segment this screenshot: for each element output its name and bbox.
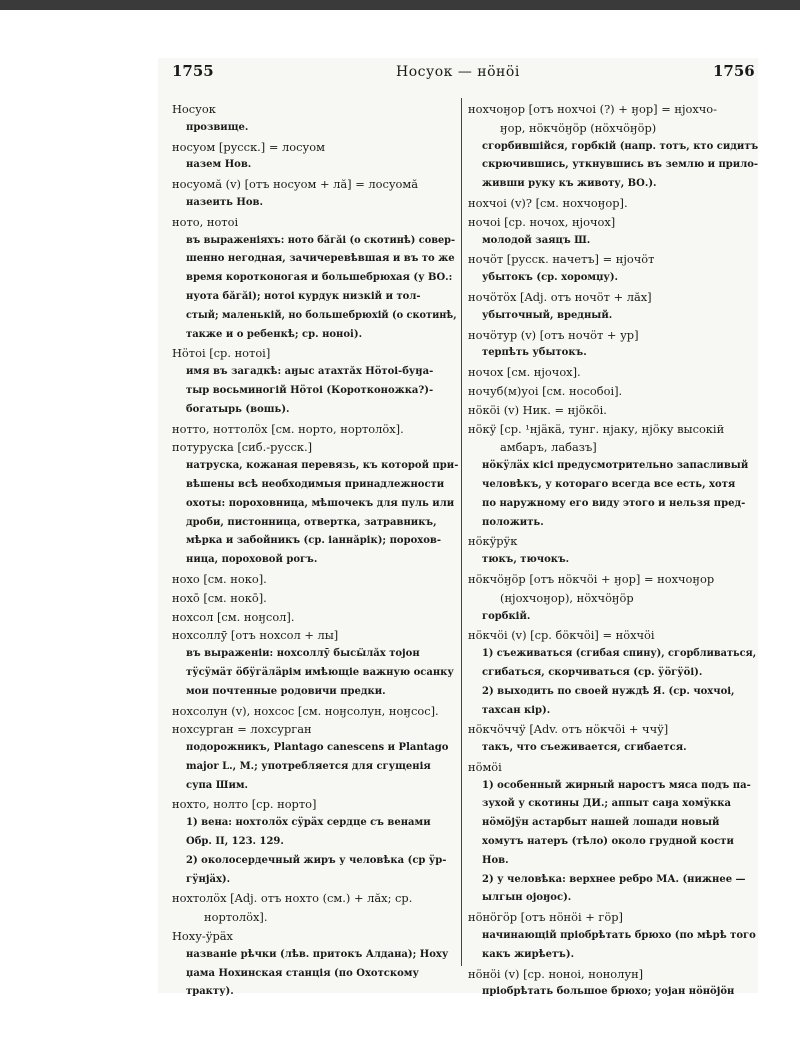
entry-text-line: ница, пороховой рогъ. xyxy=(186,554,318,566)
entry-text-line: 1) особенный жирный наростъ мяса подъ па- xyxy=(482,779,751,791)
entry-text-line: 2) у человѣка: верхнее ребро МА. (нижнее — xyxy=(482,873,746,885)
entry-text-line: названіе рѣчки (лѣв. притокъ Алдана); Ноху xyxy=(186,948,449,960)
entry-text-line: убыточный, вредный. xyxy=(482,309,613,321)
entry-headword-line: ночӧтур (v) [отъ ночӧт + ур] xyxy=(468,327,639,342)
entry-text-line: major L., М.; употребляется для сгущенія xyxy=(186,760,431,772)
entry-headword-line: нӧкӱрӱк xyxy=(468,534,518,549)
entry-text-line: нортолӧх]. xyxy=(204,910,268,925)
entry-headword-line: нӧнӧгӧр [отъ нӧнӧі + гӧр] xyxy=(468,910,623,925)
entry-text-line: тӱсӱмӓт ӧбӱгӓлӓрім имѣющіе важную осанку xyxy=(186,666,454,678)
entry-text-line: хомутъ натеръ (тѣло) около грудной кости xyxy=(482,836,734,848)
entry-text-line: прозвище. xyxy=(186,121,249,133)
entry-text-line: тахсан кір). xyxy=(482,704,551,716)
entry-text-line: положить. xyxy=(482,516,544,528)
entry-headword-line: носуом [русск.] = лосуом xyxy=(172,139,325,154)
entry-text-line: скрючившись, уткнувшись въ землю и прило- xyxy=(482,159,759,171)
entry-headword-line: носуомӑ (v) [отъ носуом + лӑ] = лосуомӑ xyxy=(172,177,419,192)
entry-headword-line: ночӧтӧх [Adj. отъ ночӧт + лӑх] xyxy=(468,289,652,304)
entry-headword-line: нӧкчӧі (v) [ср. бӧкчӧі] = нӧхчӧі xyxy=(468,628,655,643)
entry-text-line: 2) выходить по своей нуждѣ Я. (ср. чохчоі, xyxy=(482,685,735,697)
entry-text-line: въ выраженіяхъ: ното бӑгӑі (о скотинѣ) совер- xyxy=(186,234,456,246)
entry-headword-line: ночуб(м)уоі [см. нособоі]. xyxy=(468,383,623,398)
entry-text-line: сгорбившійся, горбкій (напр. тотъ, кто сидитъ xyxy=(482,140,759,152)
entry-headword-line: нохо [см. ноко]. xyxy=(172,571,267,586)
entry-text-line: назеить Нов. xyxy=(186,196,263,208)
entry-text-line: супа Шим. xyxy=(186,779,249,791)
entry-headword-line: ночӧт [русск. начетъ] = нјочӧт xyxy=(468,252,655,267)
entry-text-line: такъ, что съеживается, сгибается. xyxy=(482,742,687,754)
entry-headword-line: нӧкчӧӈӧр [отъ нӧкчӧі + ӈор] = нохчоӈор xyxy=(468,571,715,586)
entry-text-line: тыр восьминогій Нӧтоі (Коротконожка?)- xyxy=(186,384,434,396)
entry-headword-line: Ноху-ӱрӓх xyxy=(172,929,233,944)
entry-headword-line: ночох [см. нјочох]. xyxy=(468,365,581,380)
right-page-number: 1756 xyxy=(713,62,755,80)
entry-text-line: вѣшены всѣ необходимыя принадлежности xyxy=(186,478,445,490)
right-column xyxy=(468,100,758,1002)
entry-text-line: ӈор, нӧкчӧӈӧр (нӧхчӧӈӧр) xyxy=(500,120,657,135)
entry-text-line: также и о ребенкѣ; ср. нонoi). xyxy=(186,328,363,340)
entry-text-line: 2) околосердечный жиръ у человѣка (ср ӱр- xyxy=(186,854,447,866)
entry-headword-line: нохсолун (v), нохсос [см. ноӈсолун, ноӈсос]. xyxy=(172,703,439,718)
entry-text-line: нӧмӧјӱн астарбыт нашей лошади новый xyxy=(482,817,720,829)
entry-headword-line: нохчоӈор [отъ нохчоі (?) + ӈор] = нјохчо- xyxy=(468,102,718,116)
entry-text-line: въ выраженіи: нохсоллӯ бысӹлӑх тојон xyxy=(186,648,420,660)
entry-text-line: убытокъ (ср. хоромџу). xyxy=(482,272,619,284)
entry-headword-line: нохчоі (v)? [см. нохчоӈор]. xyxy=(468,195,628,210)
left-column xyxy=(172,100,460,1002)
entry-headword-line: Нӧтоі [ср. нотоі] xyxy=(172,346,271,361)
entry-text-line: Обр. II, 123. 129. xyxy=(186,836,284,848)
entry-headword-line: нӧкӱ [ср. ¹нјӓкӓ, тунг. нјаку, нјӧку высокій xyxy=(468,421,725,436)
entry-text-line: шенно негодная, зачичеревѣвшая и въ то же xyxy=(186,253,455,265)
entry-text-line: горбкій. xyxy=(482,610,531,622)
entry-text-line: молодой заяцъ Ш. xyxy=(482,234,591,246)
entry-text-line: терпѣть убытокъ. xyxy=(482,347,587,359)
entry-headword-line: нохсол [см. ноӈсол]. xyxy=(172,609,295,624)
entry-text-line: начинающій пріобрѣтать брюхо (по мѣрѣ того xyxy=(482,930,756,942)
entry-text-line: живши руку къ животу, ВО.). xyxy=(482,178,657,190)
entry-headword-line: нӧнӧі (v) [ср. ноноі, нонолун] xyxy=(468,966,644,981)
entry-text-line: натруска, кожаная перевязь, къ которой при- xyxy=(186,460,459,472)
entry-text-line: имя въ загадкѣ: аӈыс атахтӑх Нӧтоі-буӈа- xyxy=(186,366,434,378)
entry-text-line: гӱнјӓх). xyxy=(186,873,231,885)
entry-text-line: богатырь (вошь). xyxy=(186,403,290,415)
entry-headword-line: ното, нотоі xyxy=(172,214,239,229)
entry-headword-line: нӧмӧі xyxy=(468,759,502,774)
entry-text-line: назем Нов. xyxy=(186,159,252,171)
entry-text-line: Нов. xyxy=(482,854,509,866)
entry-text-line: 1) вена: нохтолӧх сӱрӓх сердце съ венами xyxy=(186,817,431,829)
left-page-number: 1755 xyxy=(172,62,214,80)
entry-headword-line: нохто, нолто [ср. норто] xyxy=(172,797,317,812)
entry-headword-line: нӧкчӧччӱ [Adv. отъ нӧкчӧі + ччӱ] xyxy=(468,722,669,737)
running-title: Носуок — нӧнӧі xyxy=(396,64,520,80)
entry-headword-line: потуруска [сиб.-русск.] xyxy=(172,440,313,455)
entry-text-line: человѣкъ, у котораго всегда все есть, хотя xyxy=(482,478,736,490)
entry-headword-line: нохсурган = лохсурган xyxy=(172,722,312,737)
entry-headword-line: Носуок xyxy=(172,102,216,116)
entry-headword-line: нӧкӧі (v) Ник. = нјӧкӧі. xyxy=(468,402,607,417)
entry-text-line: тракту). xyxy=(186,986,234,998)
entry-headword-line: нохтолӧх [Adj. отъ нохто (см.) + лӑх; ср. xyxy=(172,891,413,906)
entry-text-line: время коротконогая и большебрюхая (у ВО.: xyxy=(186,272,453,284)
entry-text-line: (нјохчоӈор), нӧхчӧӈӧр xyxy=(500,590,634,605)
top-bar xyxy=(0,0,800,10)
entry-text-line: зухой у скотины ДИ.; аппыт саӈа хомӱкка xyxy=(482,798,731,810)
entry-text-line: амбаръ, лабазъ] xyxy=(500,440,597,455)
column-divider xyxy=(461,98,462,966)
entry-text-line: какъ жирѣетъ). xyxy=(482,948,575,960)
entry-text-line: ылгын ојоӈос). xyxy=(482,892,572,904)
entry-text-line: пріобрѣтать большое брюхо; уојан нӧнӧјӧн xyxy=(482,986,735,998)
entry-text-line: мои почтенные родовичи предки. xyxy=(186,685,386,697)
entry-text-line: дроби, пистонница, отвертка, затравникъ, xyxy=(186,516,437,528)
entry-text-line: тюкъ, тючокъ. xyxy=(482,554,570,566)
entry-text-line: по наружному его виду этого и нельзя пред- xyxy=(482,497,746,509)
entry-headword-line: нохсоллӯ [отъ нохсол + лы] xyxy=(172,628,339,643)
entry-text-line: нӧкӱлӓх кісі предусмотрительно запасливый xyxy=(482,460,749,472)
entry-headword-line: ночоі [ср. ночох, нјочох] xyxy=(468,214,616,229)
entry-headword-line: нотто, ноттолӧх [см. норто, нортолӧх]. xyxy=(172,421,404,436)
entry-text-line: џама Нохинская станція (по Охотскому xyxy=(186,967,419,979)
entry-text-line: сгибаться, скорчиваться (ср. ӱӧгӱӧі). xyxy=(482,666,703,678)
entry-text-line: стый; маленькій, но большебрюхій (о скотинѣ, xyxy=(186,309,457,321)
entry-headword-line: нохō [см. нокō]. xyxy=(172,590,267,605)
entry-text-line: охоты: пороховница, мѣшочекъ для пуль или xyxy=(186,497,455,509)
entry-text-line: мѣрка и забойникъ (ср. іаннӑрік); порохов- xyxy=(186,535,441,547)
entry-text-line: 1) съеживаться (сгибая спину), сгорбливаться, xyxy=(482,648,757,660)
entry-text-line: подорожникъ, Plantago canescens и Plantago xyxy=(186,742,449,754)
entry-text-line: нуота бӑгӑі); нотоі курдук низкій и тол- xyxy=(186,290,421,302)
